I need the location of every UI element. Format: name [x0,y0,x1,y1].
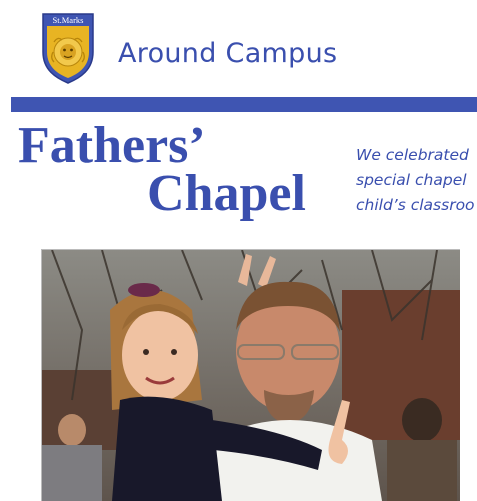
lede-line-3: child’s classroo [356,196,475,214]
headline-line-2: Chapel [147,165,306,222]
headline-line-1: Fathers’ [18,117,206,174]
lede-line-1: We celebrated [356,146,469,164]
article-photo [41,249,460,501]
article-headline [18,118,338,228]
article-lede [356,143,477,218]
crest-text: St.Marks [52,15,84,25]
school-crest-logo [40,12,96,84]
lede-line-2: special chapel [356,171,467,189]
header-rule [11,97,477,112]
section-title: Around Campus [118,38,338,69]
father-daughter-photo-icon [42,250,460,501]
crest-icon [40,12,96,84]
